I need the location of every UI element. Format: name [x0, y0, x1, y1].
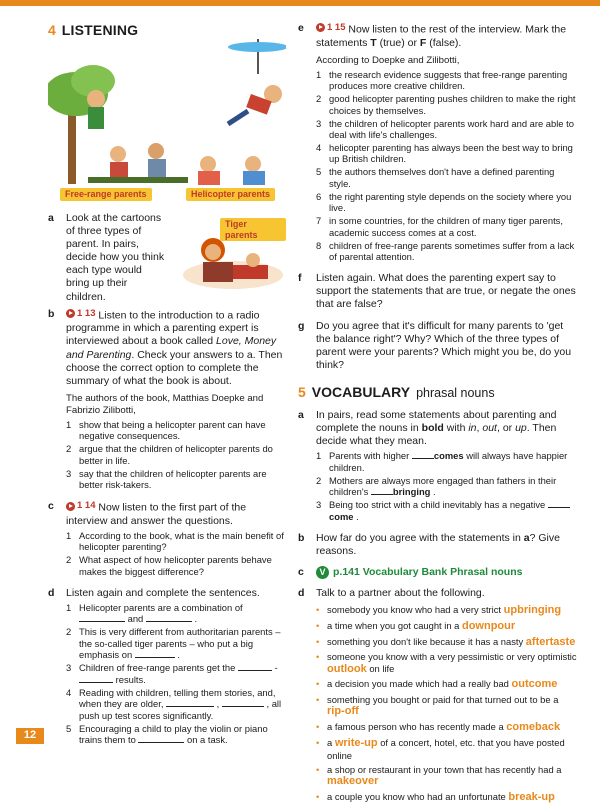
section-subtitle: phrasal nouns [416, 386, 495, 401]
bullet-icon: • [316, 790, 320, 802]
item-number: 1 [316, 450, 322, 462]
phrasal-noun: write-up [334, 736, 378, 749]
answer-blank[interactable] [238, 662, 272, 671]
task-letter: a [48, 211, 54, 224]
list-item [316, 69, 578, 92]
vocab-task-d [298, 587, 578, 806]
item-text: the research evidence suggests that free-range parenting produces more creative children. [329, 68, 568, 92]
discussion-item [316, 636, 578, 649]
answer-blank[interactable] [166, 698, 214, 707]
discussion-text: a shop or restaurant in your town that has recently had a [327, 763, 562, 775]
discussion-text: on life [366, 662, 395, 674]
task-text-bold: bold [421, 422, 444, 435]
audio-track-e[interactable] [316, 22, 346, 34]
phrasal-noun: comeback [506, 720, 561, 733]
task-text: How far do you agree with the statements in [316, 531, 524, 544]
phrasal-noun: rip-off [327, 705, 359, 718]
bullet-icon: • [316, 604, 320, 616]
discussion-body [327, 694, 578, 718]
discussion-text: someone you know with a very pessimistic or very optimistic [327, 651, 577, 663]
item-text: helicopter parenting has always been the best way to bring up British children. [329, 141, 573, 165]
task-letter: d [48, 586, 55, 599]
cartoon-illustration [48, 39, 286, 204]
item-number: 3 [66, 467, 72, 479]
phrasal-noun: break-up [508, 790, 555, 803]
task-letter: b [298, 531, 305, 544]
discussion-body [327, 620, 515, 633]
sentence-text: Helicopter parents are a combination of [79, 601, 243, 613]
task-text: ? Give reasons. [316, 531, 560, 557]
phrasal-noun-statements [316, 450, 578, 522]
item-number: 8 [316, 239, 322, 251]
discussion-text: something you bought or paid for that turned out to be a [327, 694, 559, 706]
audio-play-icon [66, 502, 75, 511]
task-a [48, 212, 168, 304]
list-item [66, 419, 286, 442]
bullet-icon: • [316, 763, 320, 775]
task-text: (false). [426, 36, 462, 49]
discussion-body [327, 604, 561, 617]
audio-play-icon [316, 23, 325, 32]
discussion-item [316, 737, 578, 761]
task-letter: c [48, 500, 54, 513]
task-letter: c [298, 565, 304, 578]
task-text: Do you agree that it's difficult for many parents to 'get the balance right'? Why? Which of the three types of parent were your parents? Which might you be, do you think? [316, 319, 572, 371]
item-text: in some countries, for the children of many tiger parents, academic success comes at a cost. [329, 215, 563, 238]
list-item [316, 240, 578, 263]
task-text: (true) or [376, 36, 420, 49]
task-text: Talk to a partner about the following. [316, 587, 485, 600]
sentence-item [66, 626, 286, 660]
right-column [298, 22, 578, 806]
answer-blank[interactable] [371, 486, 393, 495]
statement-text: Being too strict with a child inevitably has a negative [329, 499, 546, 511]
item-number: 3 [66, 662, 72, 674]
task-e [298, 22, 578, 264]
list-item [316, 191, 578, 214]
task-f [298, 272, 578, 311]
task-text: . Then decide what they mean. [316, 422, 557, 448]
answer-blank[interactable] [412, 450, 434, 459]
task-text: . Check your answers to a. Then choose the correct option to complete the summary of what the book is about. [66, 348, 283, 387]
sentence-text: Encouraging a child to play the violin or piano trains them to [79, 722, 268, 746]
task-g [298, 320, 578, 373]
bullet-icon: • [316, 651, 320, 663]
item-text: show that being a helicopter parent can have negative consequences. [79, 418, 266, 442]
vocabulary-bank-link[interactable] [316, 566, 447, 579]
item-number: 6 [316, 190, 322, 202]
discussion-item [316, 791, 578, 804]
task-text: Listen again and complete the sentences. [66, 586, 260, 599]
audio-track-b[interactable] [66, 308, 96, 320]
discussion-body [327, 636, 575, 649]
sentence-text: and [127, 613, 144, 625]
particle-out: out [482, 422, 497, 435]
list-item [316, 118, 578, 141]
sentence-text: . [177, 649, 180, 661]
task-letter: a [298, 409, 304, 422]
section-number: 5 [298, 384, 306, 401]
task-text: , or [496, 422, 516, 435]
task-text: with [443, 422, 469, 435]
vocab-task-c [298, 566, 578, 579]
item-number: 2 [66, 626, 72, 638]
item-text: say that the children of helicopter parents are better risk-takers. [79, 467, 267, 491]
discussion-text: a time when you got caught in a [327, 619, 462, 631]
discussion-body [327, 651, 578, 675]
statements-intro: According to Doepke and Zilibotti, [316, 54, 460, 66]
task-letter: d [298, 587, 305, 600]
phrasal-noun-stem: bringing [392, 486, 431, 498]
sentence-text: on a task. [187, 734, 228, 746]
audio-play-icon [66, 309, 75, 318]
item-number: 3 [316, 499, 322, 511]
sentence-text: - [274, 662, 278, 674]
item-text: the authors themselves don't have a defined parenting style. [329, 166, 555, 189]
sentence-item [66, 602, 286, 625]
task-letter: f [298, 272, 302, 285]
vocab-task-b [298, 532, 578, 558]
phrasal-noun: aftertaste [525, 635, 576, 648]
task-text: , [476, 422, 483, 435]
helicopter-label: Helicopter parents [186, 188, 275, 201]
list-item [66, 468, 286, 491]
bullet-icon: • [316, 720, 320, 732]
sentence-text: This is very different from authoritarian parents – the so-called tiger parents – who put a big emphasis on [79, 626, 281, 661]
task-text: Listen again. What does the parenting expert say to support the statements that are true, or negate the ones that are false? [316, 272, 576, 311]
audio-track-c[interactable] [66, 500, 96, 512]
discussion-body [327, 721, 560, 734]
discussion-item [316, 651, 578, 675]
bullet-icon: • [316, 694, 320, 706]
tiger-label: Tiger parents [220, 218, 286, 242]
item-number: 1 [66, 601, 72, 613]
list-item [316, 166, 578, 189]
list-item [66, 530, 286, 553]
item-text: children of free-range parents sometimes suffer from a lack of parental attention. [329, 239, 575, 263]
phrasal-noun: upbringing [503, 604, 562, 617]
top-accent-bar [0, 0, 600, 6]
task-b [48, 308, 286, 492]
sentence-body [79, 723, 286, 746]
answer-blank[interactable] [222, 698, 264, 707]
listening-heading [48, 22, 286, 39]
sentence-body [79, 662, 286, 685]
free-range-label: Free-range parents [60, 188, 152, 201]
question-list [66, 530, 286, 577]
answer-blank[interactable] [548, 499, 570, 508]
vocabulary-bank-ref: p.141 Vocabulary Bank [333, 566, 448, 579]
particle-in: in [468, 422, 477, 435]
discussion-text: a [327, 736, 335, 748]
item-number: 5 [66, 722, 72, 734]
audio-track-number: 1 13 [77, 307, 96, 319]
phrasal-noun: outlook [327, 662, 367, 675]
discussion-body [327, 791, 555, 804]
item-number: 5 [316, 166, 322, 178]
task-text: Now listen to the rest of the interview. Mark the statements [316, 23, 567, 49]
sentence-body [79, 626, 286, 660]
item-number: 3 [316, 117, 322, 129]
item-text: good helicopter parenting pushes children to make the right choices by themselves. [329, 93, 576, 116]
discussion-text: a decision you made which had a really bad [327, 678, 512, 690]
summary-options [66, 419, 286, 491]
page-number: 12 [16, 728, 44, 744]
item-text: argue that the children of helicopter parents do better in life. [79, 443, 273, 466]
answer-blank[interactable] [79, 613, 125, 622]
discussion-text: a couple you know who had an unfortunate [327, 790, 509, 802]
discussion-text: somebody you know who had a very strict [327, 604, 504, 616]
task-a-block [48, 211, 286, 303]
sentence-item [66, 662, 286, 685]
sentence-text: Reading with children, telling them stories, and, when they are older, [79, 686, 276, 710]
sentence-item [66, 723, 286, 746]
sentence-list [66, 602, 286, 746]
false-marker: F [419, 36, 427, 49]
answer-blank[interactable] [135, 649, 175, 658]
discussion-prompts [316, 604, 578, 804]
item-text: What aspect of how helicopter parents behave makes the biggest difference? [79, 554, 272, 577]
left-column [48, 22, 286, 746]
bullet-icon: • [316, 678, 320, 690]
discussion-item [316, 721, 578, 734]
list-item [66, 443, 286, 466]
answer-blank[interactable] [146, 613, 192, 622]
list-item [316, 215, 578, 238]
vocab-task-a [298, 409, 578, 524]
summary-intro: The authors of the book, Matthias Doepke and Fabrizio Zilibotti, [66, 392, 264, 416]
statement-text: Parents with higher [329, 450, 410, 462]
task-text: Now listen to the first part of the interview and answer the questions. [66, 501, 247, 527]
discussion-item [316, 678, 578, 691]
sentence-item [66, 687, 286, 721]
item-text: the right parenting style depends on the society where you live. [329, 190, 572, 214]
statement-body [329, 450, 578, 473]
sentence-body [79, 602, 286, 625]
item-number: 1 [66, 529, 72, 541]
discussion-body [327, 764, 578, 788]
phrasal-noun: outcome [511, 678, 558, 691]
vocabulary-bank-icon: V [316, 566, 329, 579]
particle-up: up [515, 422, 527, 435]
item-number: 2 [316, 93, 322, 105]
list-item [316, 142, 578, 165]
discussion-item [316, 620, 578, 633]
discussion-item [316, 604, 578, 617]
statement-body [329, 475, 578, 498]
item-number: 2 [66, 554, 72, 566]
item-number: 4 [316, 141, 322, 153]
section-title: VOCABULARY [311, 384, 411, 401]
task-d [48, 587, 286, 747]
sentence-body [79, 687, 286, 721]
discussion-text: something you don't like because it has a nasty [327, 635, 526, 647]
answer-blank[interactable] [79, 674, 113, 683]
discussion-text: of a concert, hotel, etc. that you have posted online [327, 736, 565, 761]
item-number: 2 [66, 443, 72, 455]
answer-blank[interactable] [138, 734, 184, 743]
list-item [66, 554, 286, 577]
bullet-icon: • [316, 635, 320, 647]
true-marker: T [370, 36, 377, 49]
phrasal-noun-stem: comes [433, 450, 464, 462]
statement-list [316, 69, 578, 263]
discussion-body [327, 678, 557, 691]
task-text: In pairs, read some statements about parenting and complete the nouns in [316, 409, 557, 435]
book-title: Love, Money and Parenting [66, 335, 277, 361]
list-item [316, 93, 578, 116]
statement-body [329, 499, 578, 522]
statement-item [316, 475, 578, 498]
discussion-item [316, 694, 578, 718]
vocabulary-heading [298, 384, 578, 401]
task-letter: g [298, 319, 305, 332]
discussion-text: a famous person who has recently made a [327, 720, 507, 732]
cartoon-drawing [48, 39, 286, 204]
task-text: Listen to the introduction to a radio programme in which a parenting expert is interviewed about a book called [66, 309, 260, 348]
phrasal-noun: downpour [461, 619, 516, 632]
audio-track-number: 1 14 [77, 500, 96, 512]
task-letter: e [298, 22, 304, 34]
task-text: Look at the cartoons of three types of parent. In pairs, decide how you think each type would bring up their children. [66, 211, 165, 303]
item-number: 1 [316, 68, 322, 80]
statement-text: will always have happier children. [329, 450, 568, 473]
sentence-text: . [194, 613, 198, 625]
task-letter: b [48, 307, 55, 320]
phrasal-noun: makeover [327, 774, 379, 787]
vocabulary-bank-topic: Phrasal nouns [447, 565, 523, 578]
statement-item [316, 450, 578, 473]
task-c [48, 500, 286, 579]
statement-text: . [356, 510, 359, 522]
sentence-text: , [216, 698, 220, 710]
phrasal-noun-stem: come [329, 510, 354, 522]
statement-text: . [433, 486, 436, 498]
discussion-body [327, 737, 578, 761]
item-number: 2 [316, 474, 322, 486]
item-number: 7 [316, 215, 322, 227]
sentence-text: Children of free-range parents get the [79, 662, 236, 674]
sentence-text: , all push up test scores significantly. [79, 698, 282, 721]
sentence-text: results. [115, 673, 146, 685]
item-number: 4 [66, 686, 72, 698]
bullet-icon: • [316, 736, 320, 748]
item-text: According to the book, what is the main benefit of helicopter parenting? [79, 529, 284, 553]
item-text: the children of helicopter parents work hard and are able to deal with life's challenges. [329, 117, 574, 141]
bullet-icon: • [316, 619, 320, 631]
item-number: 1 [66, 418, 72, 430]
section-title: LISTENING [61, 22, 139, 38]
audio-track-number: 1 15 [327, 22, 346, 33]
statement-item [316, 499, 578, 522]
task-text-bold: a [523, 531, 530, 544]
statement-text: Mothers are always more engaged than fathers in their children's [329, 474, 557, 498]
discussion-item [316, 764, 578, 788]
section-number: 4 [48, 22, 56, 38]
